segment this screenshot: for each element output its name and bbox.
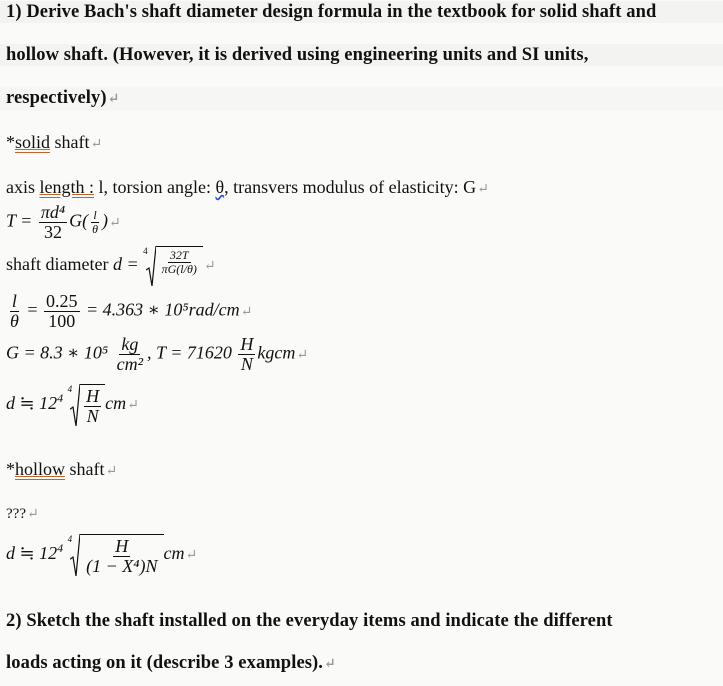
fraction <box>84 387 101 426</box>
fraction <box>39 203 67 242</box>
question2-line2 <box>6 652 723 676</box>
numerator: 32T <box>169 248 189 262</box>
denominator: θ <box>10 311 19 331</box>
paragraph-mark: ↵ <box>105 464 118 479</box>
fraction <box>44 292 80 331</box>
fraction <box>115 335 145 374</box>
paragraph-mark: ↵ <box>240 304 253 320</box>
paragraph-mark: ↵ <box>203 259 216 275</box>
text: , transvers modulus of elasticity: G <box>224 177 477 197</box>
question1-line3 <box>0 87 723 111</box>
solid-shaft-heading <box>6 131 723 156</box>
numerator: H <box>115 536 129 556</box>
paragraph-mark: ↵ <box>477 182 489 197</box>
paragraph-mark: ↵ <box>296 347 309 363</box>
numerator: kg <box>121 334 139 354</box>
denominator: 32 <box>43 222 62 242</box>
fraction <box>238 335 255 374</box>
bullet-star: * <box>6 459 15 479</box>
eq-term: ) <box>102 210 109 231</box>
text: l, torsion angle: <box>94 177 216 197</box>
fraction <box>8 292 21 331</box>
denominator: θ <box>92 222 99 236</box>
heading-text: shaft <box>65 459 105 479</box>
exponent: 4 <box>57 541 64 556</box>
question1-line2: hollow shaft. (However, it is derived using engineering units and SI units, <box>0 44 723 66</box>
fourth-root <box>68 534 164 576</box>
text: axis <box>6 177 40 197</box>
numerator: H <box>240 334 254 354</box>
result: = 4.363 ∗ 10⁵rad/cm <box>86 299 240 320</box>
denominator: 100 <box>48 311 76 331</box>
numerator: 0.25 <box>46 291 78 311</box>
label: shaft diameter <box>6 254 113 275</box>
numerator: l <box>11 291 17 311</box>
numerator: πd⁴ <box>40 202 66 222</box>
equals: = <box>27 299 38 320</box>
heading-text: shaft <box>50 132 90 152</box>
axis-definition <box>6 176 723 201</box>
paragraph-mark: ↵ <box>109 215 121 231</box>
paragraph-mark: ↵ <box>107 92 120 107</box>
denominator: (1 − X⁴)N <box>86 556 158 576</box>
denominator: cm² <box>116 354 144 374</box>
eq-term: d ≒ 12 <box>6 393 58 414</box>
shaft-diameter-line <box>6 246 723 286</box>
fourth-root <box>143 246 203 286</box>
hollow-shaft-heading <box>6 458 723 483</box>
unit: cm <box>163 543 185 564</box>
fourth-root <box>68 384 106 426</box>
eq-lhs: T = <box>6 210 33 231</box>
radical-icon <box>67 384 80 426</box>
root-index: 4 <box>67 534 73 544</box>
spellcheck-word[interactable]: solid <box>15 132 51 152</box>
bullet-star: * <box>6 132 15 152</box>
hollow-diameter-result <box>6 534 723 576</box>
spellcheck-word[interactable]: length : <box>39 177 94 197</box>
root-index: 4 <box>67 384 73 394</box>
denominator: N <box>240 354 253 374</box>
numerator: H <box>86 386 100 406</box>
denominator: N <box>86 406 99 426</box>
paragraph-mark: ↵ <box>185 548 198 564</box>
question1-line1: 1) Derive Bach's shaft diameter design formula in the textbook for solid shaft and <box>0 1 723 23</box>
radical-icon <box>146 246 156 286</box>
spellcheck-word[interactable]: hollow <box>15 459 66 479</box>
fraction <box>84 537 159 576</box>
paragraph-mark: ↵ <box>26 507 39 522</box>
root-index: 4 <box>143 246 148 256</box>
question2-line1: 2) Sketch the shaft installed on the everyday items and indicate the different <box>6 611 613 631</box>
denominator: πG(l/θ) <box>161 262 197 276</box>
eq-lhs: d = <box>112 254 139 275</box>
radical-icon <box>67 534 80 576</box>
fraction <box>160 249 199 276</box>
unknown-text: ??? <box>6 506 26 522</box>
eq-term: , T = 71620 <box>147 342 232 363</box>
eq-term: d ≒ 12 <box>6 543 58 564</box>
unknown-line <box>6 503 723 526</box>
G-T-equation <box>6 335 723 374</box>
eq-term: G( <box>69 210 89 231</box>
question1-line3-text: respectively) <box>6 88 107 108</box>
theta-symbol[interactable]: θ <box>215 177 225 197</box>
paragraph-mark: ↵ <box>127 398 139 414</box>
paragraph-mark: ↵ <box>90 137 103 152</box>
paragraph-mark: ↵ <box>324 657 336 672</box>
unit: kgcm <box>257 342 296 363</box>
torque-equation <box>6 203 723 242</box>
ratio-equation <box>6 292 723 331</box>
eq-term: G = 8.3 ∗ 10⁵ <box>6 342 109 363</box>
question2-line2-text: loads acting on it (describe 3 examples). <box>6 653 324 673</box>
exponent: 4 <box>57 391 64 406</box>
numerator: l <box>93 208 97 222</box>
fraction <box>90 209 100 236</box>
solid-diameter-result <box>6 384 723 426</box>
unit: cm <box>105 393 127 414</box>
